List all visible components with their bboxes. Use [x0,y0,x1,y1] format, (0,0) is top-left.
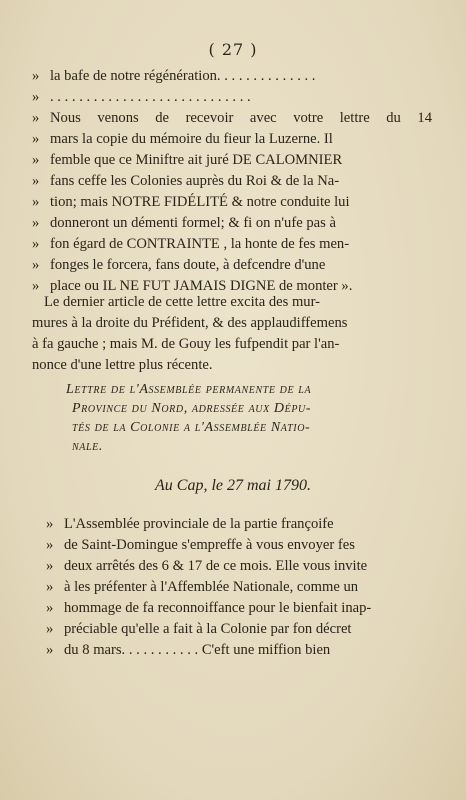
letter-title [66,380,438,456]
text-line: » fon égard de CONTRAINTE , la honte de fes men- [32,236,350,252]
text-line: » fonges le forcera, fans doute, à defcendre d'une [32,257,326,273]
text-line: Le dernier article de cette lettre excita des mur- [44,294,321,310]
text-line: » donneront un démenti formel; & fi on n'ufe pas à [32,215,336,231]
quote-block-2 [46,514,438,661]
text-line: » hommage de fa reconnoiffance pour le bienfait inap- [46,600,372,616]
paragraph-1 [32,292,436,376]
text-line: » . . . . . . . . . . . . . . . . . . . . . . . . . . . . [32,89,251,105]
title-line: tés de la Colonie a l'Assemblée Natio- [72,420,311,435]
text-line: à fa gauche ; mais M. de Gouy les fufpendit par l'an- [32,336,340,352]
text-line: » deux arrêtés des 6 & 17 de ce mois. Elle vous invite [46,558,368,574]
title-line: Province du Nord, adressée aux Dépu- [72,401,312,416]
text-line: » la bafe de notre régénération. . . . . . . . . . . . . . [32,68,316,84]
page-number: ( 27 ) [208,40,258,59]
quote-block-1 [32,66,432,297]
text-line: » préciable qu'elle a fait à la Colonie par fon décret [46,621,352,637]
text-line: » L'Assemblée provinciale de la partie françoife [46,516,334,532]
title-line: nale. [72,439,103,454]
text-line: » fans ceffe les Colonies auprès du Roi & de la Na- [32,173,340,189]
dateline: Au Cap, le 27 mai 1790. [155,477,311,494]
text-line: nonce d'une lettre plus récente. [32,357,213,373]
text-line: » tion; mais NOTRE FIDÉLITÉ & notre conduite lui [32,194,350,210]
text-line: » de Saint-Domingue s'empreffe à vous envoyer fes [46,537,355,553]
text-line: mures à la droite du Préfident, & des applaudiffemens [32,315,348,331]
text-line: » femble que ce Miniftre ait juré DE CALOMNIER [32,152,343,168]
text-line: » à les préfenter à l'Affemblée Nationale, comme un [46,579,359,595]
title-line: Lettre de l'Assemblée permanente de la [66,382,312,397]
text-line: » Nous venons de recevoir avec votre lettre du 14 [32,110,432,126]
text-line: » mars la copie du mémoire du fieur la Luzerne. Il [32,131,333,147]
text-line: » place ou IL NE FUT JAMAIS DIGNE de monter ». [32,278,353,294]
text-line: » du 8 mars. . . . . . . . . . . C'eft une miffion bien [46,642,331,658]
